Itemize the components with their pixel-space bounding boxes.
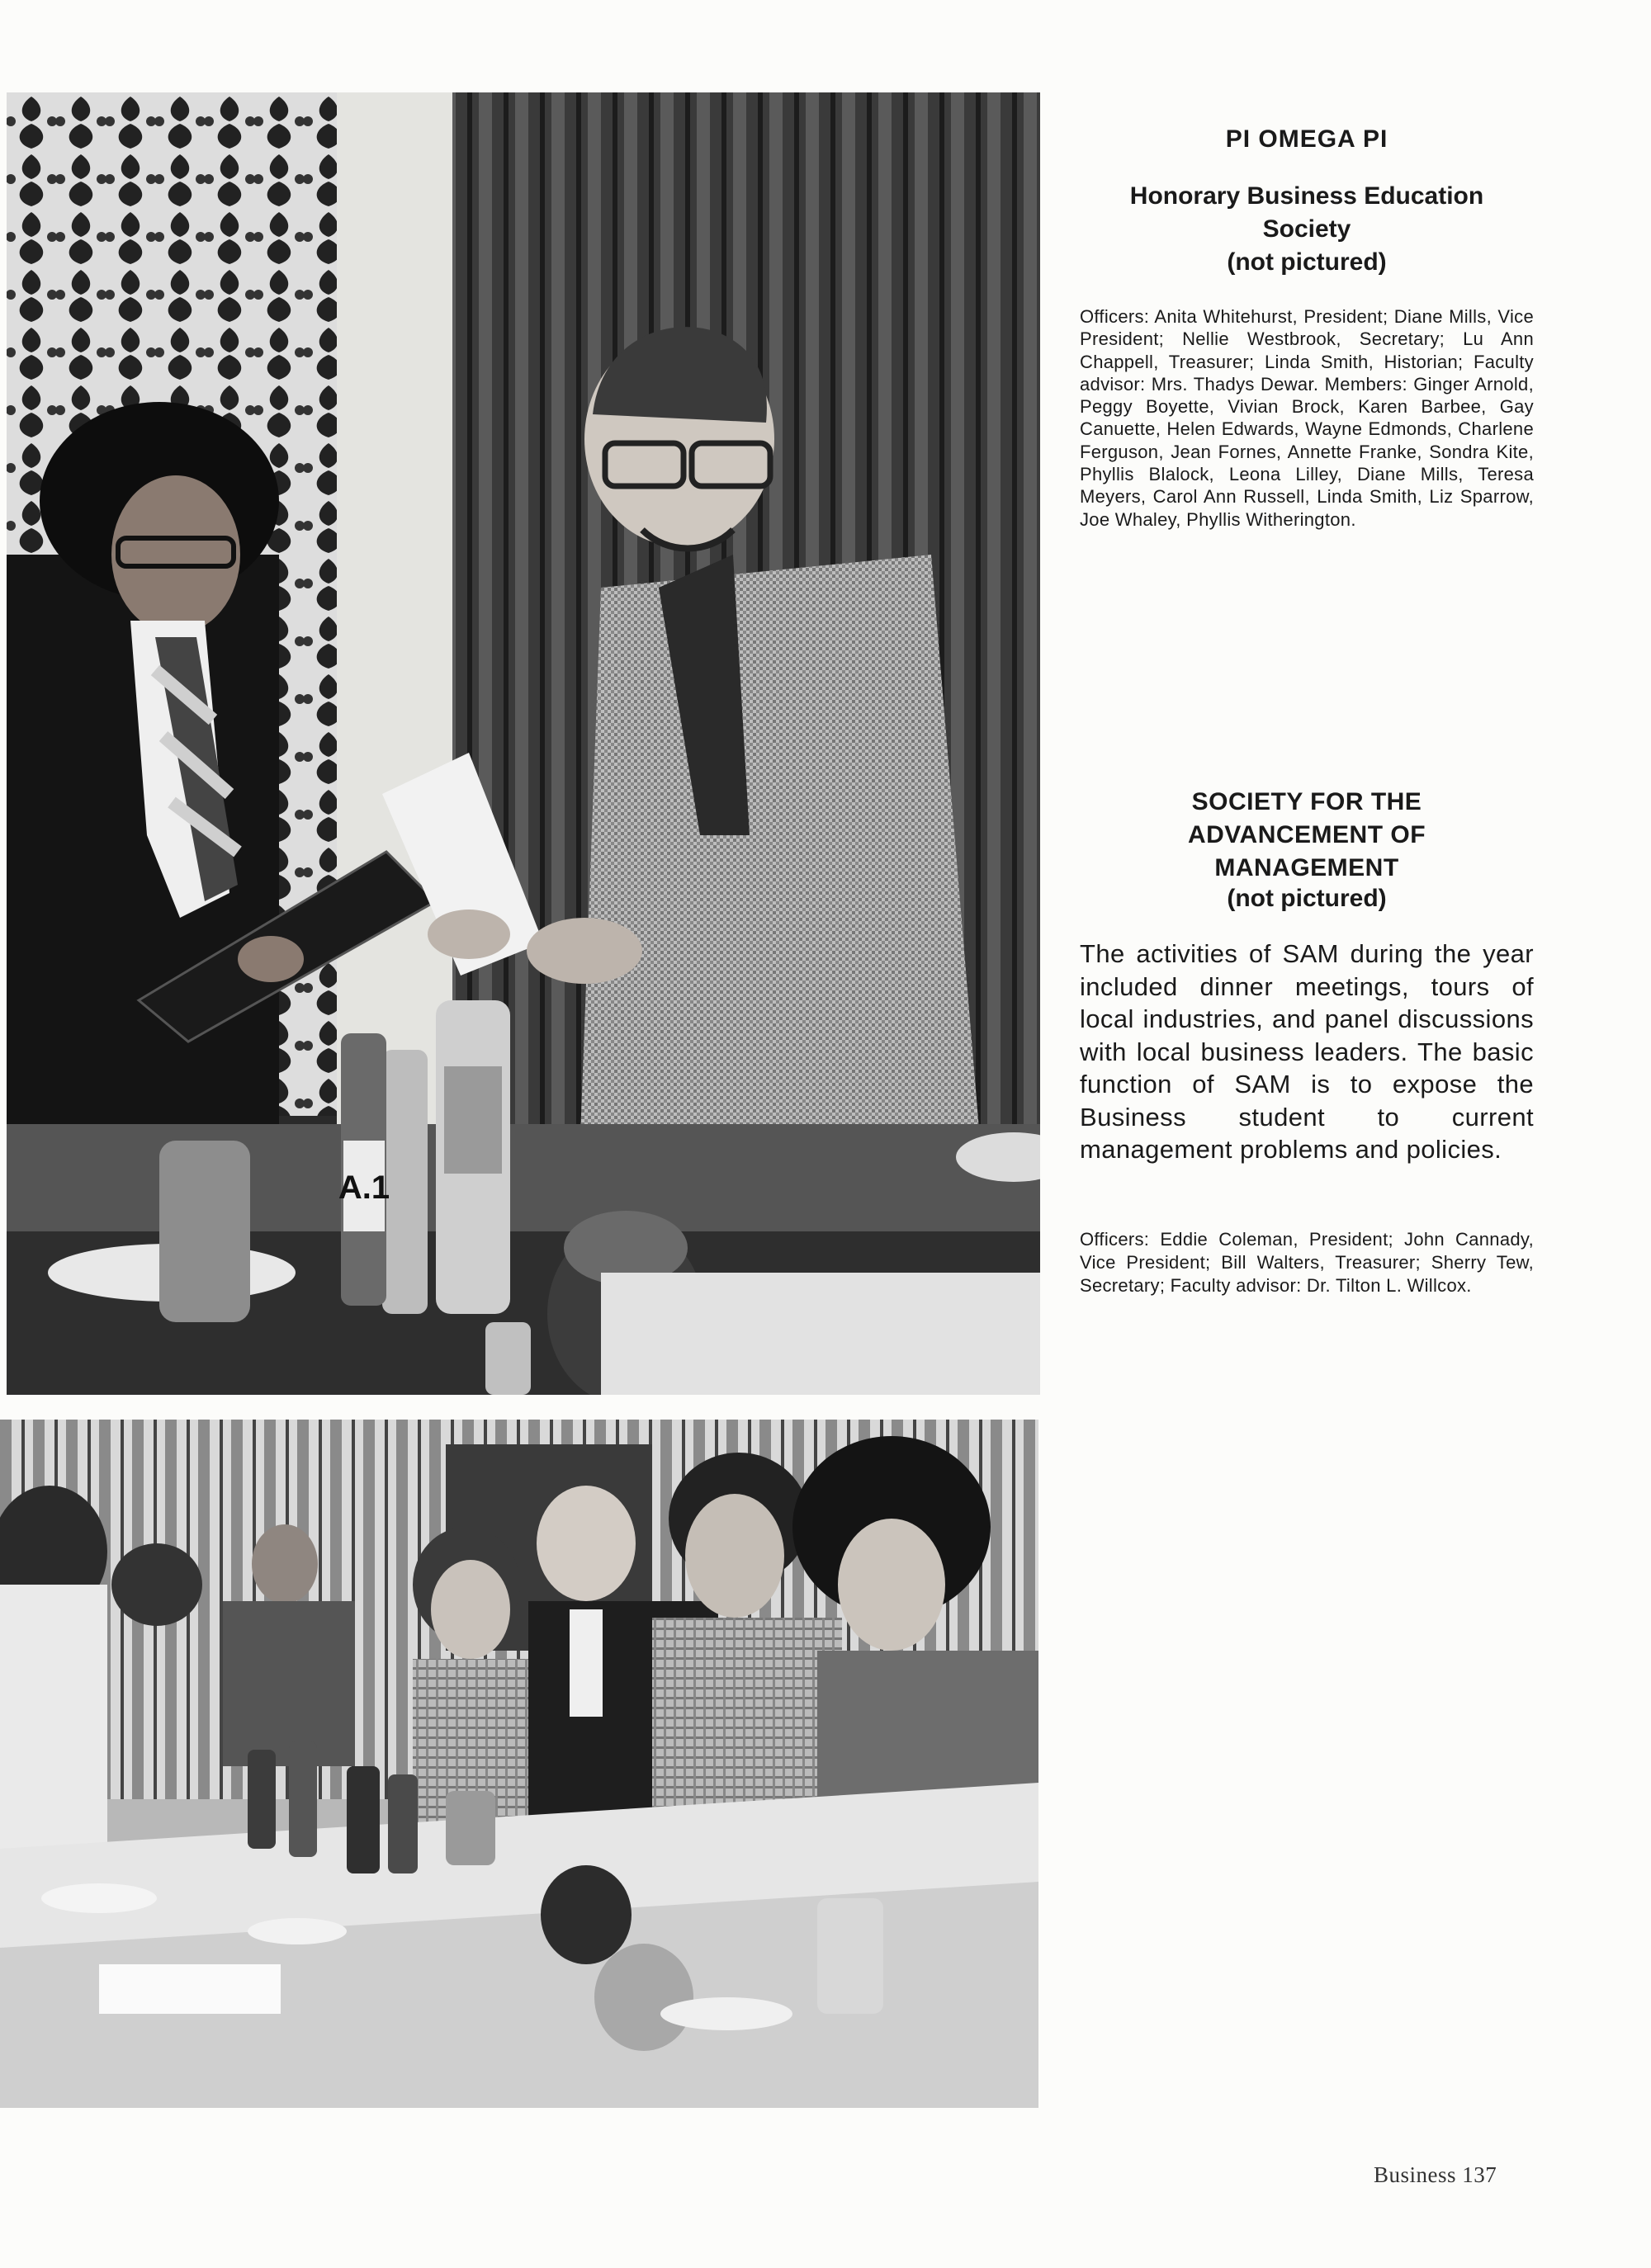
photo-top-illustration: [7, 92, 1040, 1395]
sam-title-line: SOCIETY FOR THE: [1191, 788, 1422, 815]
subtitle-line: (not pictured): [1227, 248, 1387, 276]
subtitle-line: Honorary Business Education: [1129, 182, 1484, 210]
sam-subtitle: (not pictured): [1227, 885, 1387, 912]
pi-omega-pi-title: PI OMEGA PI: [1225, 125, 1388, 153]
sam-title-line: ADVANCEMENT OF: [1187, 821, 1426, 848]
a1-bottle-label: A.1: [338, 1169, 390, 1206]
sam-officers: Officers: Eddie Coleman, President; John Cannady, Vice President; Bill Walters, Treasurer; Sherry Tew, Secretary; Faculty advisor: Dr. Tilton L. Willcox.: [1080, 1229, 1534, 1296]
subtitle-line: Society: [1262, 215, 1351, 243]
photo-certificate-presentation: [7, 92, 1040, 1395]
sam-title: [1080, 786, 1534, 885]
pi-omega-pi-roster: Officers: Anita Whitehurst, President; Diane Mills, Vice President; Nellie Westbrook, Secretary; Lu Ann Chappell, Treasurer; Linda Smith, Historian; Faculty advisor: Mrs. Thadys Dewar. Members: Ginger Arnold, Peggy Boyette, Vivian Brock, Karen Barbee, Gay Canuette, Helen Edwards, Wayne Edmonds, Charlene Ferguson, Jean Fornes, Annette Franke, Sondra Kite, Phyllis Blalock, Leona Lilley, Diane Mills, Teresa Meyers, Carol Ann Russell, Linda Smith, Liz Sparrow, Joe Whaley, Phyllis Witherington.: [1080, 306, 1534, 530]
sam-description: The activities of SAM during the year included dinner meetings, tours of local industries, and panel discussions with local business leaders. The basic function of SAM is to expose the Business student to current management problems and policies.: [1080, 939, 1534, 1164]
page-folio: Business 137: [1374, 2162, 1497, 2187]
photo-dinner-meeting: [0, 1420, 1038, 2108]
photo-bottom-illustration: [0, 1420, 1038, 2108]
sam-title-line: MANAGEMENT: [1214, 854, 1399, 881]
pi-omega-pi-subtitle: [1080, 180, 1534, 279]
